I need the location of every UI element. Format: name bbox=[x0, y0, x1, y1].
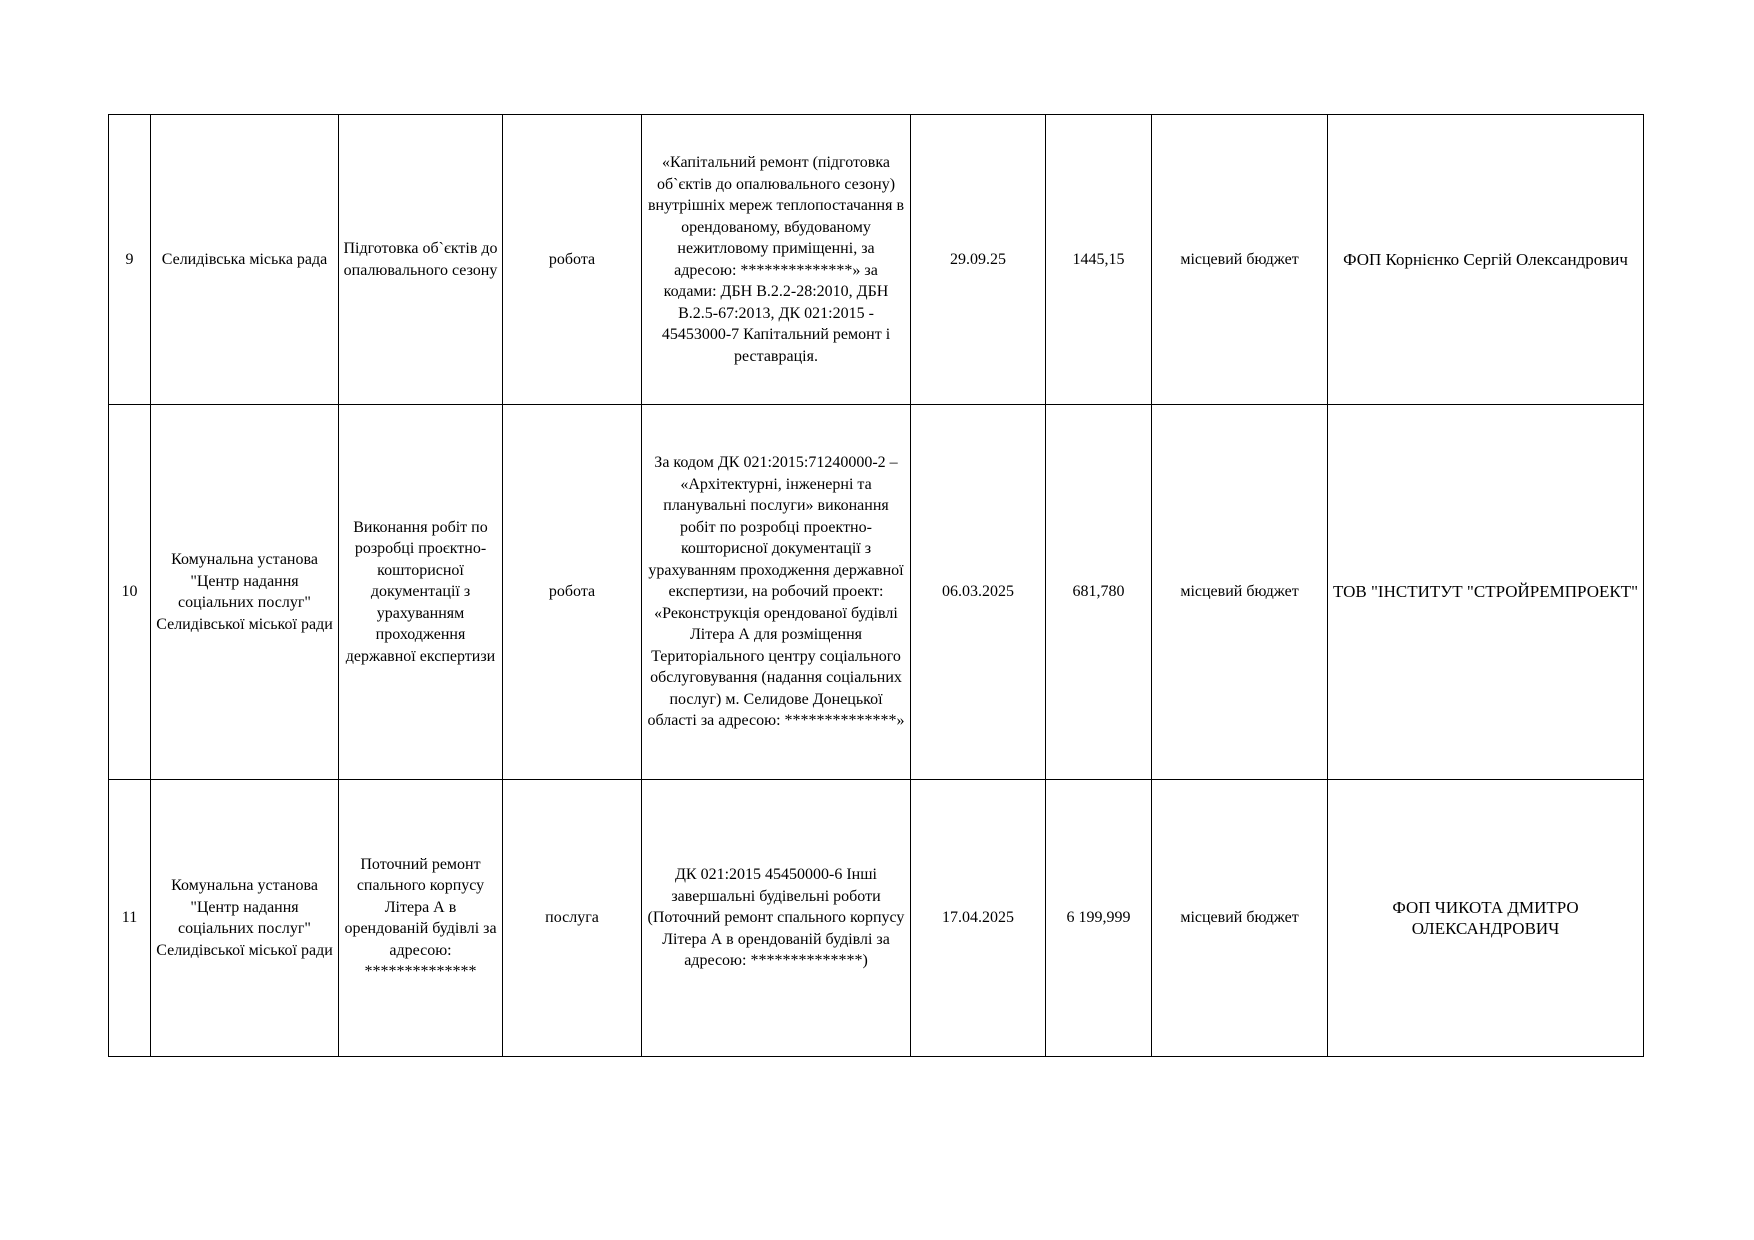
type-cell: послуга bbox=[503, 780, 642, 1057]
table-row bbox=[109, 405, 1644, 780]
row-number: 10 bbox=[109, 405, 151, 780]
table-row bbox=[109, 780, 1644, 1057]
contractor-cell: ТОВ "ІНСТИТУТ "СТРОЙРЕМПРОЕКТ" bbox=[1328, 405, 1644, 780]
date-cell: 06.03.2025 bbox=[911, 405, 1046, 780]
subject-cell: Підготовка об`єктів до опалювального сезону bbox=[339, 115, 503, 405]
customer-cell: Селидівська міська рада bbox=[151, 115, 339, 405]
row-number: 11 bbox=[109, 780, 151, 1057]
type-cell: робота bbox=[503, 405, 642, 780]
table-row bbox=[109, 115, 1644, 405]
date-cell: 17.04.2025 bbox=[911, 780, 1046, 1057]
amount-cell: 681,780 bbox=[1046, 405, 1152, 780]
customer-cell: Комунальна установа "Центр надання соціальних послуг" Селидівської міської ради bbox=[151, 405, 339, 780]
date-cell: 29.09.25 bbox=[911, 115, 1046, 405]
funding-source-cell: місцевий бюджет bbox=[1152, 780, 1328, 1057]
customer-cell: Комунальна установа "Центр надання соціальних послуг" Селидівської міської ради bbox=[151, 780, 339, 1057]
contractor-cell: ФОП ЧИКОТА ДМИТРО ОЛЕКСАНДРОВИЧ bbox=[1328, 780, 1644, 1057]
contractor-cell: ФОП Корнієнко Сергій Олександрович bbox=[1328, 115, 1644, 405]
funding-source-cell: місцевий бюджет bbox=[1152, 405, 1328, 780]
amount-cell: 6 199,999 bbox=[1046, 780, 1152, 1057]
subject-cell: Виконання робіт по розробці проєктно-кошторисної документації з урахуванням проходження державної експертизи bbox=[339, 405, 503, 780]
description-cell: ДК 021:2015 45450000-6 Інші завершальні будівельні роботи (Поточний ремонт спального корпусу Літера А в орендованій будівлі за адресою: **************) bbox=[642, 780, 911, 1057]
description-cell: «Капітальний ремонт (підготовка об`єктів до опалювального сезону) внутрішніх мереж теплопостачання в орендованому, вбудованому нежитловому приміщенні, за адресою: **************» за кодами: ДБН В.2.2-28:2010, ДБН В.2.5-67:2013, ДК 021:2015 - 45453000-7 Капітальний ремонт і реставрація. bbox=[642, 115, 911, 405]
row-number: 9 bbox=[109, 115, 151, 405]
type-cell: робота bbox=[503, 115, 642, 405]
subject-cell: Поточний ремонт спального корпусу Літера А в орендованій будівлі за адресою: ************** bbox=[339, 780, 503, 1057]
amount-cell: 1445,15 bbox=[1046, 115, 1152, 405]
description-cell: За кодом ДК 021:2015:71240000-2 – «Архітектурні, інженерні та планувальні послуги» виконання робіт по розробці проектно-кошторисної документації з урахуванням проходження державної експертизи, на робочий проект: «Реконструкція орендованої будівлі Літера А для розміщення Територіального центру соціального обслуговування (надання соціальних послуг) м. Селидове Донецької області за адресою: **************» bbox=[642, 405, 911, 780]
procurement-table bbox=[108, 114, 1644, 1057]
funding-source-cell: місцевий бюджет bbox=[1152, 115, 1328, 405]
